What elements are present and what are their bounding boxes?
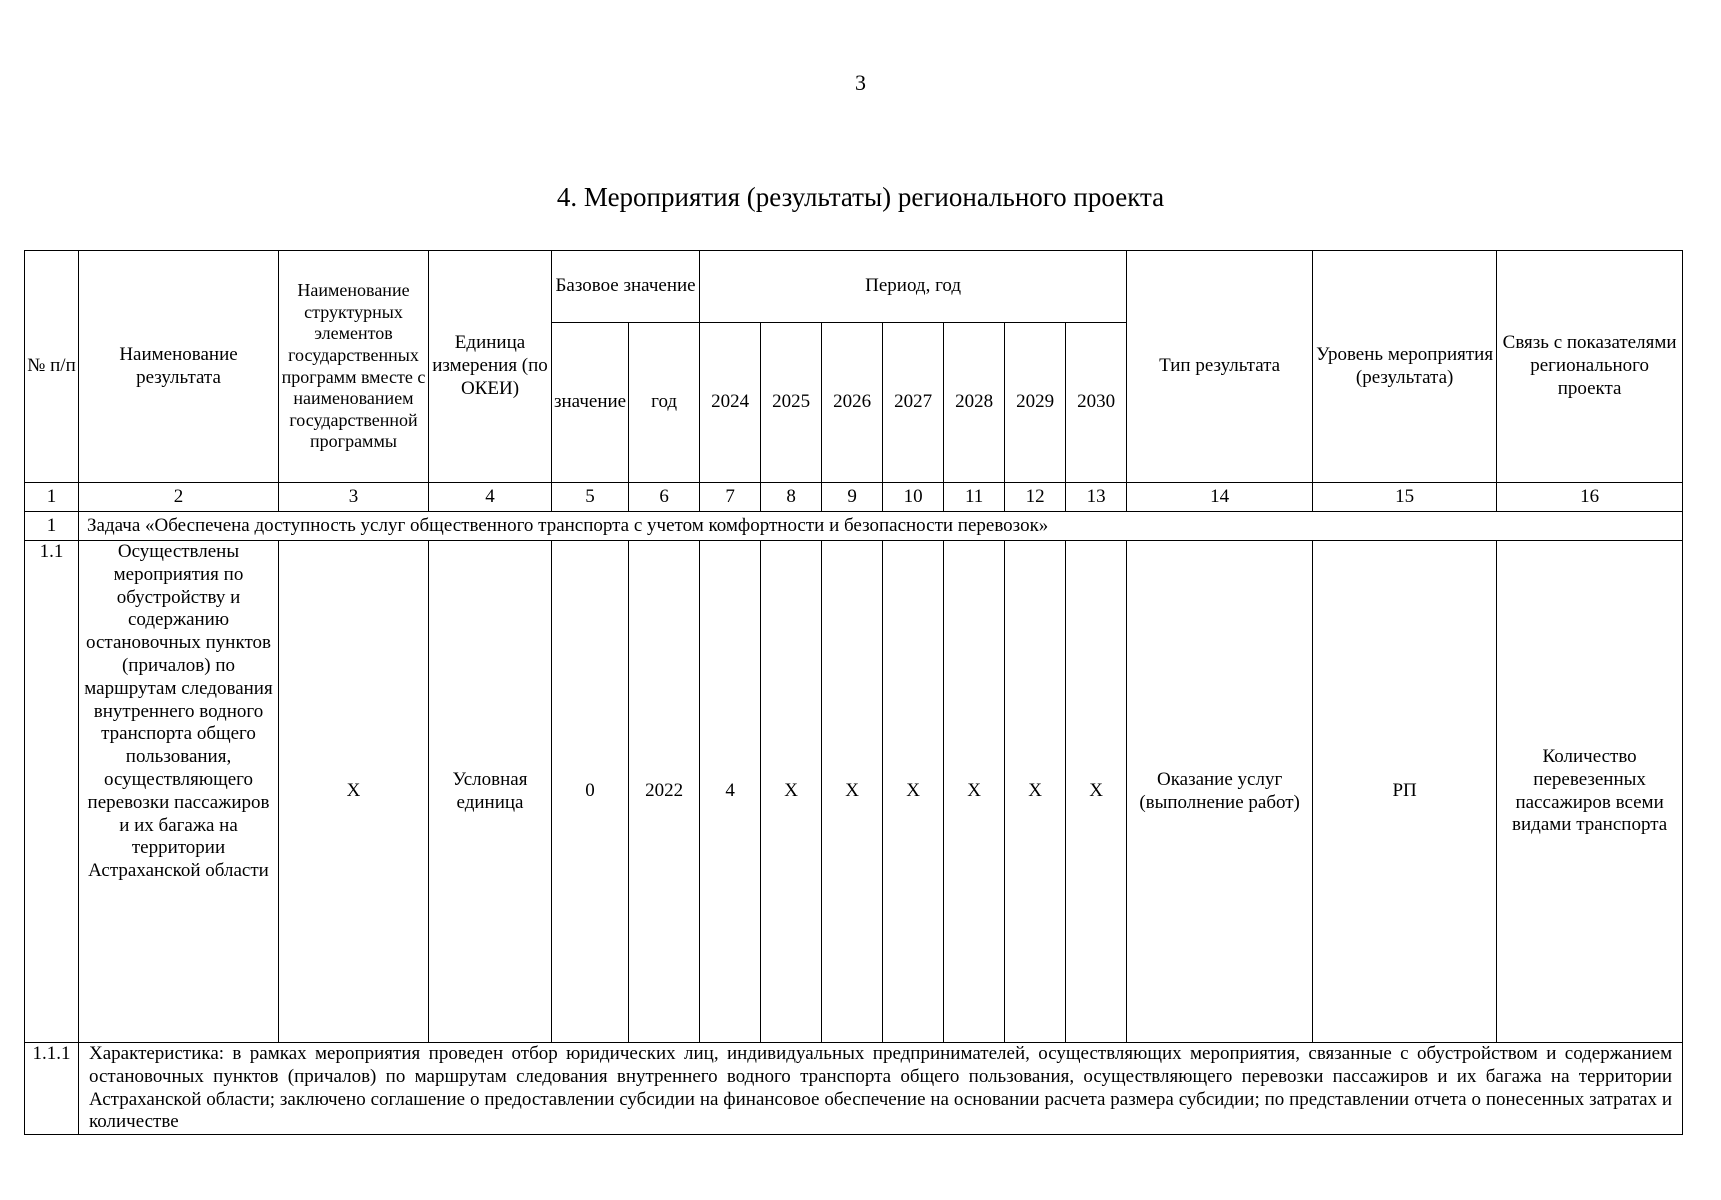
column-number: 6 [629,483,700,512]
header-base-value: значение [552,323,629,483]
row-result-name: Осуществлены мероприятия по обустройству и содержанию остановочных пунктов (причалов) по маршрутам следования внутреннего водного транспорта общего пользования, осуществляющего перевозки пассажиров и их багажа на территории Астраханской области [79,541,279,1043]
column-number: 5 [552,483,629,512]
column-number: 2 [79,483,279,512]
characteristic-num: 1.1.1 [25,1043,79,1135]
row-year-value: X [1005,541,1066,1043]
results-table [24,250,1683,1135]
section-title: 4. Мероприятия (результаты) регионального проекта [556,182,1165,212]
row-num: 1.1 [25,541,79,1043]
column-number: 13 [1066,483,1127,512]
header-year: 2025 [761,323,822,483]
task-text: Задача «Обеспечена доступность услуг общественного транспорта с учетом комфортности и безопасности перевозок» [79,512,1683,541]
column-number: 1 [25,483,79,512]
column-number: 11 [944,483,1005,512]
row-year-value: X [944,541,1005,1043]
header-year: 2027 [883,323,944,483]
header-type: Тип результата [1127,251,1313,483]
header-base-year: год [629,323,700,483]
header-year: 2024 [700,323,761,483]
header-num: № п/п [25,251,79,483]
row-level: РП [1313,541,1497,1043]
column-number: 7 [700,483,761,512]
column-number: 14 [1127,483,1313,512]
column-number: 15 [1313,483,1497,512]
row-link: Количество перевезенных пассажиров всеми видами транспорта [1497,541,1683,1043]
column-number: 4 [429,483,552,512]
row-type: Оказание услуг (выполнение работ) [1127,541,1313,1043]
row-year-value: X [822,541,883,1043]
row-year-value: X [883,541,944,1043]
row-unit: Условная единица [429,541,552,1043]
column-number: 10 [883,483,944,512]
header-unit: Единица измерения (по ОКЕИ) [429,251,552,483]
header-year: 2026 [822,323,883,483]
column-number: 12 [1005,483,1066,512]
header-link: Связь с показателями регионального проекта [1497,251,1683,483]
header-level: Уровень мероприятия (результата) [1313,251,1497,483]
row-year-value: 4 [700,541,761,1043]
row-structural: X [279,541,429,1043]
header-base: Базовое значение [552,251,700,323]
header-year: 2030 [1066,323,1127,483]
header-year: 2028 [944,323,1005,483]
column-number: 16 [1497,483,1683,512]
column-number: 9 [822,483,883,512]
header-result-name: Наименование результата [79,251,279,483]
header-year: 2029 [1005,323,1066,483]
page-number: 3 [855,70,866,95]
row-year-value: X [761,541,822,1043]
row-year-value: X [1066,541,1127,1043]
characteristic-text: Характеристика: в рамках мероприятия проведен отбор юридических лиц, индивидуальных предпринимателей, осуществляющих мероприятия, связанные с обустройством и содержанием остановочных пунктов (причалов) по маршрутам следования внутреннего водного транспорта общего пользования, осуществляющего перевозки пассажиров и их багажа на территории Астраханской области; заключено соглашение о предоставлении субсидии на финансовое обеспечение на основании расчета размера субсидии; по представлении отчета о понесенных затратах и количестве [79,1043,1683,1135]
row-base-year: 2022 [629,541,700,1043]
task-num: 1 [25,512,79,541]
column-number: 8 [761,483,822,512]
row-base-value: 0 [552,541,629,1043]
header-period: Период, год [700,251,1127,323]
header-structural: Наименование структурных элементов государственных программ вместе с наименованием государственной программы [279,251,429,483]
column-number: 3 [279,483,429,512]
